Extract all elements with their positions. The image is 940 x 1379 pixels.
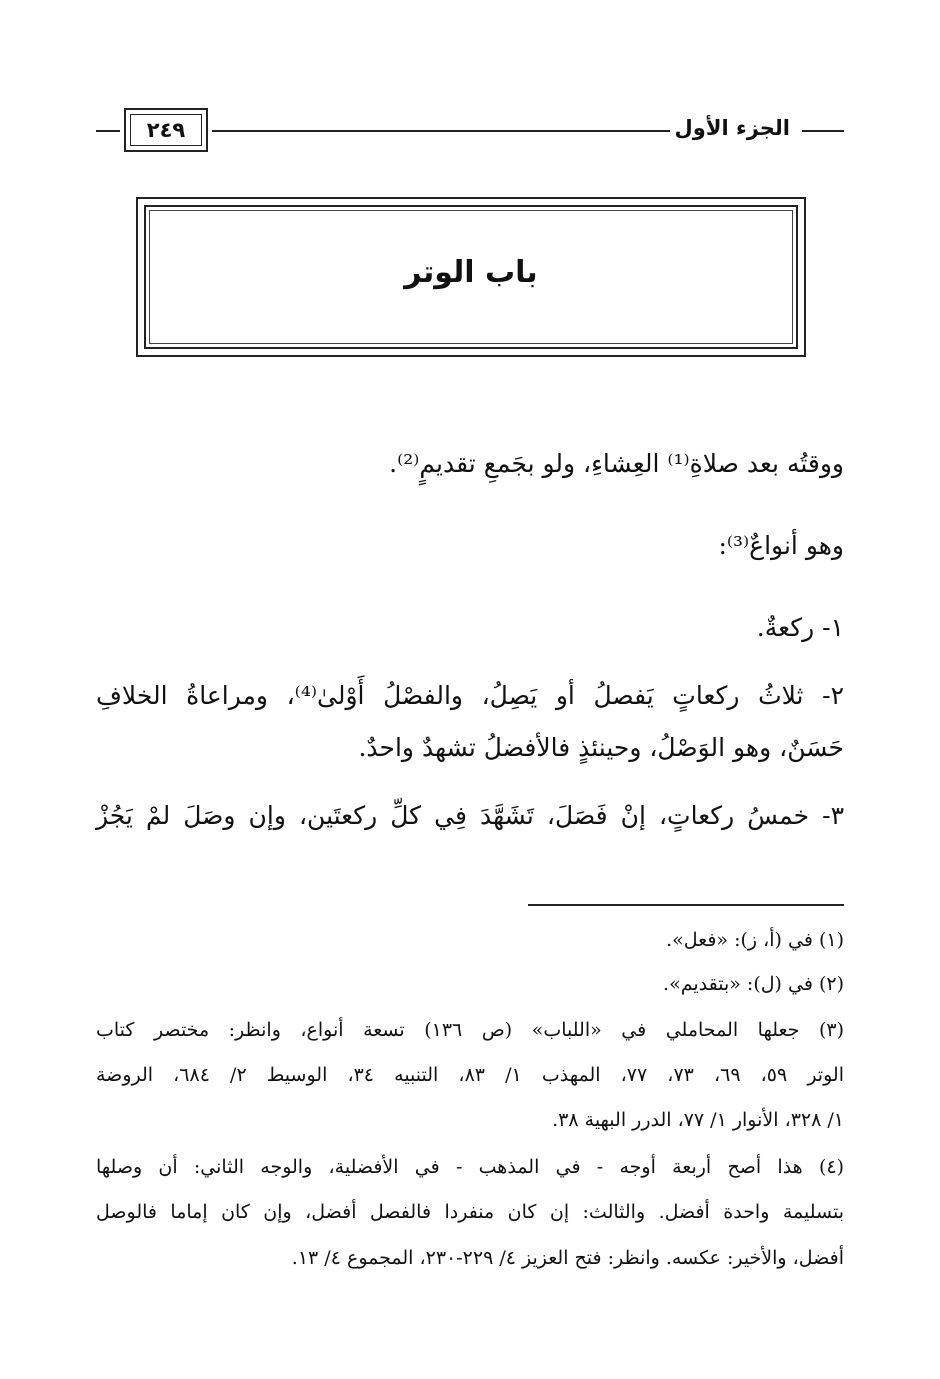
body-line: ووقتُه بعد صلاةِ⁽¹⁾ العِشاءِ، ولو بجَمعِ تقديمٍ⁽²⁾.: [389, 449, 844, 478]
footnote-line: (٣) جعلها المحاملي في «اللباب» (ص ١٣٦) تسعة أنواع، وانظر: مختصر كتاب: [96, 1019, 844, 1041]
footnote-separator: [528, 904, 844, 906]
page-number-frame: [124, 108, 208, 152]
footnote-line: (١) في (أ، ز): «فعل».: [666, 929, 844, 951]
footnote-line: أفضل، والأخير: عكسه. وانظر: فتح العزيز ٤/ ٢٢٩-٢٣٠، المجموع ٤/ ١٣.: [291, 1247, 844, 1269]
footnote-line: ١/ ٣٢٨، الأنوار ١/ ٧٧، الدرر البهية ٣٨.: [552, 1109, 844, 1131]
header-rule-left: [96, 130, 120, 132]
running-title: الجزء الأول: [674, 116, 790, 140]
footnote-line: (٤) هذا أصح أربعة أوجه - في المذهب - في الأفضلية، والوجه الثاني: أن وصلها: [96, 1156, 844, 1178]
body-line: ٢- ثلاثُ ركعاتٍ يَفصلُ أو يَصِلُ، والفصْلُ أَوْلىٰ⁽⁴⁾، ومراعاةُ الخلافِ: [96, 681, 844, 710]
page-number: ٢٤٩: [146, 118, 186, 142]
footnote-line: بتسليمة واحدة أفضل. والثالث: إن كان منفردا فالفصل أفضل، وإن كان إماما فالوصل: [96, 1201, 844, 1223]
body-line: وهو أنواعٌ⁽³⁾:: [718, 531, 844, 560]
chapter-title: باب الوتر: [404, 255, 538, 290]
footnote-line: (٢) في (ل): «بتقديم».: [663, 973, 844, 995]
body-line: حَسَنٌ، وهو الوَصْلُ، وحينئذٍ فالأفضلُ تشهدٌ واحدٌ.: [358, 733, 844, 762]
header-rule-middle: [212, 130, 670, 132]
body-line: ٣- خمسُ ركعاتٍ، إنْ فَصَلَ، تَشَهَّدَ فِي كلِّ ركعتَين، وإن وصَلَ لمْ يَجُزْ: [96, 801, 844, 830]
header-rule-right: [802, 130, 844, 132]
chapter-heading-frame: [136, 197, 806, 357]
footnote-line: الوتر ٥٩، ٦٩، ٧٣، ٧٧، المهذب ١/ ٨٣، التنبيه ٣٤، الوسيط ٢/ ٦٨٤، الروضة: [96, 1064, 844, 1086]
body-line: ١- ركعةٌ.: [756, 613, 844, 642]
